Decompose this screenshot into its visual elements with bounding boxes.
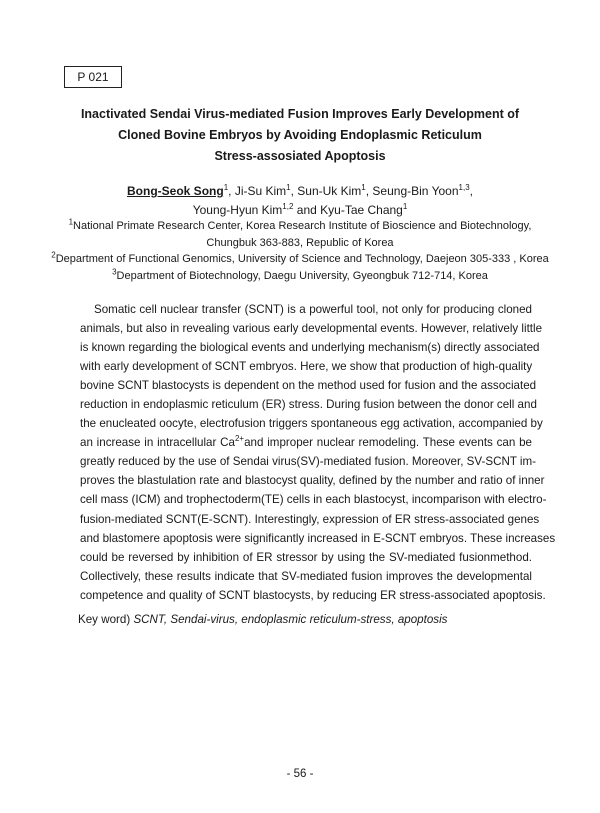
abstract-line: bovine SCNT blastocysts is dependent on the method used for fusion and the associated [80, 379, 537, 393]
calcium-sup: 2+ [234, 434, 245, 444]
abstract-line: proves the blastulation rate and blastocyst quality, defined by the number and ratio of inner [80, 474, 545, 488]
keywords-label: Key word) [78, 613, 131, 626]
paper-title [40, 104, 560, 167]
author-list [40, 182, 560, 220]
abstract-line: the enucleated oocyte, electrofusion triggers spontaneous egg activation, accompanied by [80, 417, 543, 431]
author: Ji-Su Kim [234, 184, 287, 198]
title-line-2: Cloned Bovine Embryos by Avoiding Endoplasmic Reticulum [118, 128, 482, 142]
abstract-body [80, 300, 556, 605]
page-number: - 56 - [286, 768, 314, 780]
affiliation-sup: 3 [112, 267, 117, 277]
author-sup: 1,3 [458, 183, 470, 192]
author-conjunction: and [296, 203, 317, 217]
affiliation-sup: 1 [68, 217, 74, 227]
abstract-line: Somatic cell nuclear transfer (SCNT) is a powerful tool, not only for producing cloned [94, 303, 532, 316]
abstract-text: and improper nuclear remodeling. These events can be [244, 436, 532, 450]
abstract-line: cell mass (ICM) and trophectoderm(TE) cells in each blastocyst, incomparison with electro- [80, 493, 547, 507]
author-sup: 1 [223, 183, 229, 192]
affiliation-text: National Primate Research Center, Korea Research Institute of Bioscience and Biotechnology, [73, 220, 532, 232]
abstract-line: greatly reduced by the use of Sendai virus(SV)-mediated fusion. Moreover, SV-SCNT im- [80, 455, 537, 469]
author-line-1: Bong-Seok Song$^1$, Ji-Su Kim$^1$, Sun-Uk Kim$^1$, Seung-Bin Yoon$^{1,3}$, [127, 183, 473, 198]
abstract-line: competence and quality of SCNT blastocysts, by reducing ER stress-associated apoptosis. [80, 588, 546, 602]
author: Young-Hyun Kim [192, 203, 283, 217]
abstract-line: Collectively, these results indicate that SV-mediated fusion improves the developmental [80, 569, 532, 583]
abstract-line: is known regarding the biological events and underlying mechanism(s) directly associated [80, 341, 540, 355]
abstract-line: and blastomere apoptosis were significantly increased in E-SCNT embryos. These increases [80, 531, 556, 545]
author-sup: 1 [286, 183, 291, 192]
author-sup: 1 [402, 202, 408, 211]
title-line-3: Stress-assosiated Apoptosis [214, 149, 386, 163]
affiliation-1 [40, 218, 560, 235]
presenting-author: Bong-Seok Song [127, 184, 224, 198]
author-sup: 1,2 [282, 202, 294, 211]
abstract-line: could be reversed by inhibition of ER stressor by using the SV-mediated fusionmethod. [80, 550, 532, 564]
affiliation-list [40, 218, 560, 284]
abstract-text: an increase in intracellular Ca [80, 436, 235, 450]
title-line-1: Inactivated Sendai Virus-mediated Fusion Improves Early Development of [80, 107, 520, 121]
author: Sun-Uk Kim [297, 184, 362, 198]
abstract-line [80, 433, 532, 452]
abstract-line: with early development of SCNT embryos. Here, we show that production of high-quality [80, 360, 533, 374]
abstract-line: reduction in endoplasmic reticulum (ER) stress. During fusion between the donor cell and [80, 398, 537, 412]
keywords-values: SCNT, Sendai-virus, endoplasmic reticulum-stress, apoptosis [133, 613, 448, 626]
keywords [78, 611, 538, 629]
affiliation-1-cont: Chungbuk 363-883, Republic of Korea [206, 236, 394, 249]
affiliation-2 [40, 251, 560, 268]
affiliation-3 [40, 268, 560, 285]
poster-id-box: P 021 [64, 66, 122, 88]
abstract-line: animals, but also in revealing various early developmental events. However, relatively little [80, 322, 543, 336]
author: Seung-Bin Yoon [372, 184, 459, 198]
affiliation-sup: 2 [51, 250, 56, 260]
affiliation-text: Department of Functional Genomics, University of Science and Technology, Daejeon 305-333 , Korea [55, 253, 549, 266]
author-sup: 1 [361, 183, 366, 192]
abstract-line: fusion-mediated SCNT(E-SCNT). Interestingly, expression of ER stress-associated genes [80, 512, 540, 526]
author: Kyu-Tae Chang [320, 203, 403, 217]
affiliation-text: Department of Biotechnology, Daegu University, Gyeongbuk 712-714, Korea [116, 269, 488, 282]
